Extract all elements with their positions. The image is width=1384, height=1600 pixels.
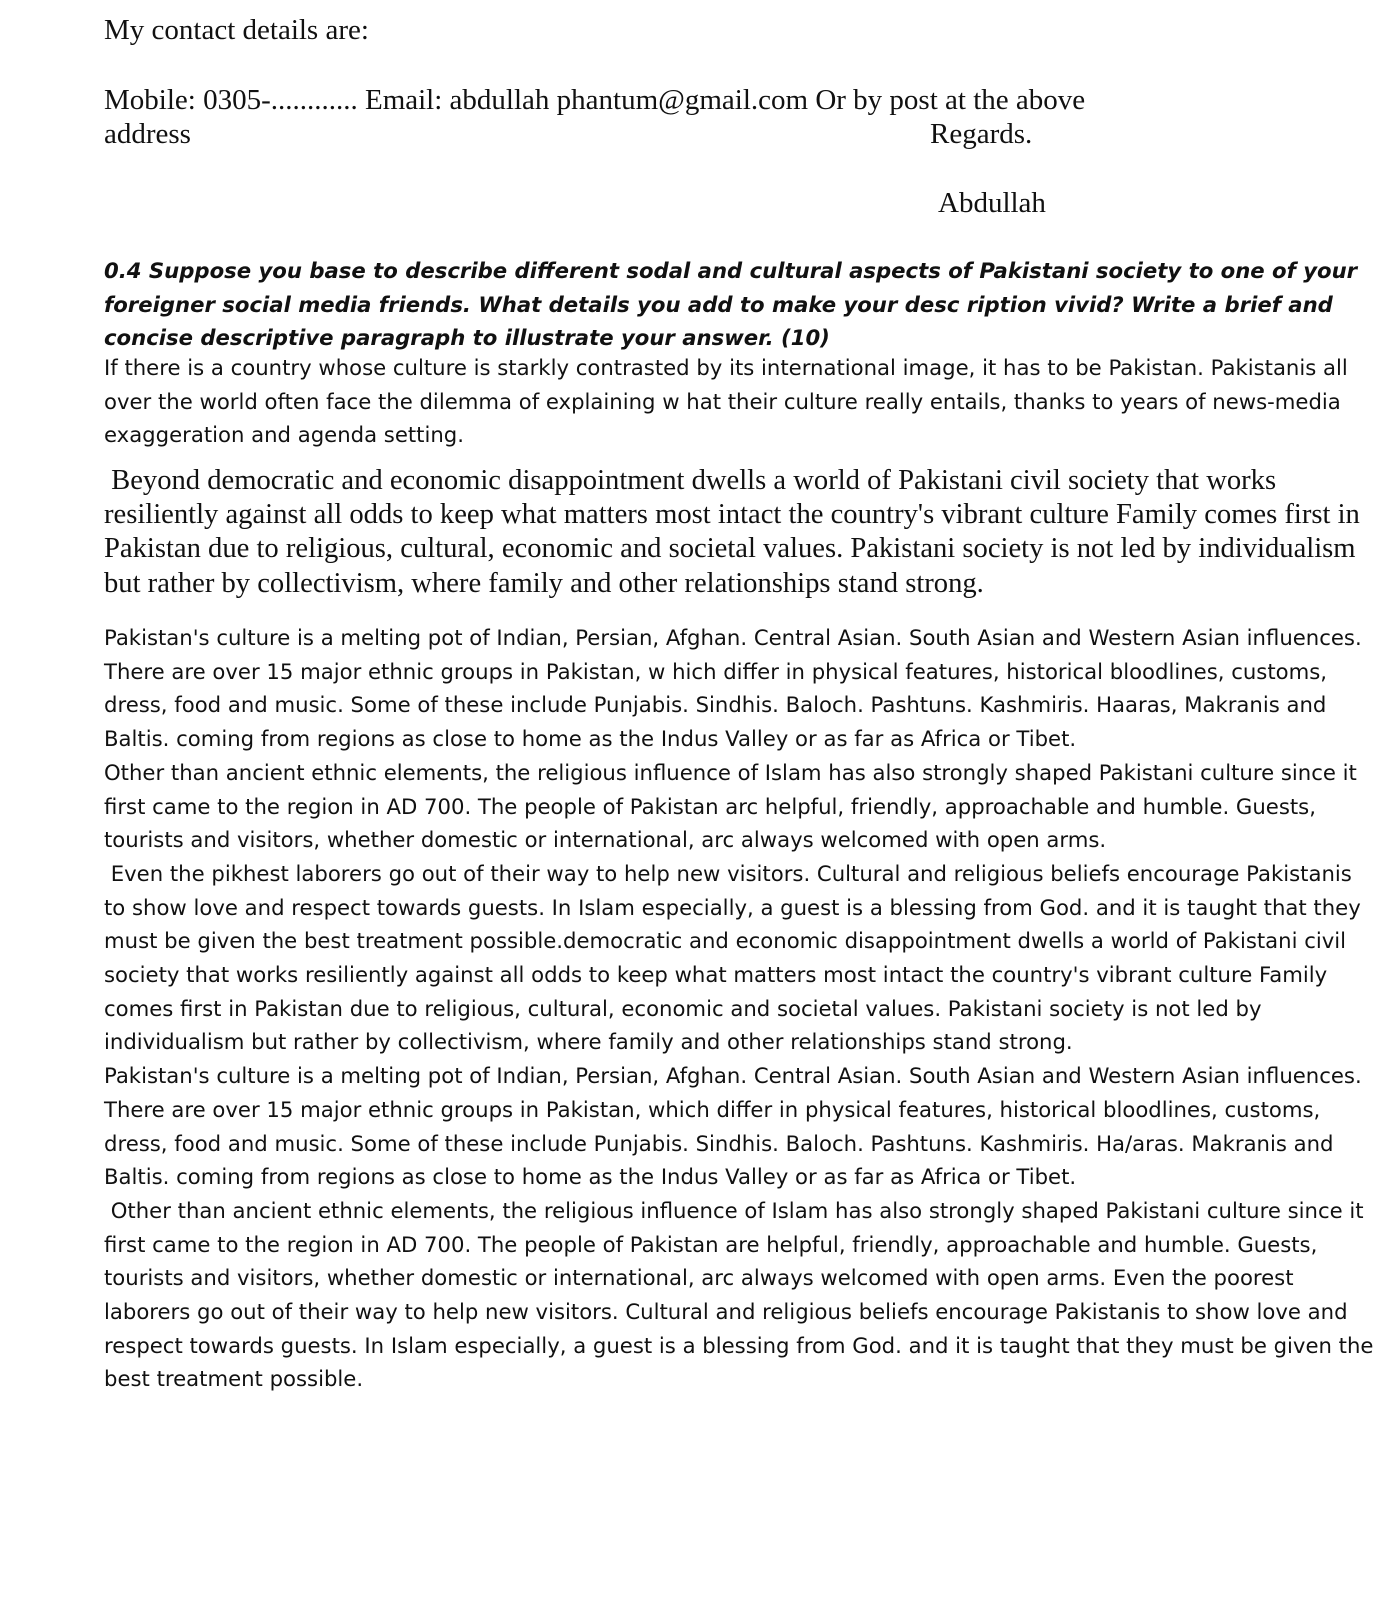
- answer-paragraph-4: There are over 15 major ethnic groups in Pakistan, w hich differ in physical features, historical bloodlines, customs, dress, food and music. Some of these include Punjabis. Sindhis. Baloch. Pashtuns. Kashmiris. Haaras, Makranis and Baltis. coming from regions as close to home as the Indus Valley or as far as Africa or Tibet.: [104, 658, 1328, 752]
- answer-paragraph-5: Other than ancient ethnic elements, the religious influence of Islam has also strongly shaped Pakistani culture since it first came to the region in AD 700. The people of Pakistan arc helpful, friendly, approachable and humble. Guests, tourists and visitors, whether domestic or international, arc always welcomed with open arms.: [104, 759, 1357, 853]
- answer-intro: [104, 351, 1374, 452]
- answer-serif-section: [104, 464, 1379, 601]
- contact-address-line: address: [104, 118, 191, 150]
- signature-name: Abdullah: [938, 187, 1046, 219]
- contact-heading: My contact details are:: [104, 14, 369, 46]
- contact-mobile-email-line: Mobile: 0305-............ Email: abdullah phantum@gmail.com Or by post at the above: [104, 84, 1086, 116]
- answer-paragraph-7: Pakistan's culture is a melting pot of Indian, Persian, Afghan. Central Asian. South Asian and Western Asian influences. There are over 15 major ethnic groups in Pakistan, which differ in physical features, historical bloodlines, customs, dress, food and music. Some of these include Punjabis. Sindhis. Baloch. Pashtuns. Kashmiris. Ha/aras. Makranis and Baltis. coming from regions as close to home as the Indus Valley or as far as Africa or Tibet.: [104, 1063, 1362, 1190]
- answer-paragraph-8: Other than ancient ethnic elements, the religious influence of Islam has also strongly shaped Pakistani culture since it first came to the region in AD 700. The people of Pakistan are helpful, friendly, approachable and humble. Guests, tourists and visitors, whether domestic or international, arc always welcomed with open arms. Even the poorest laborers go out of their way to help new visitors. Cultural and religious beliefs encourage Pakistanis to show love and respect towards guests. In Islam especially, a guest is a blessing from God. and it is taught that they must be given the best treatment possible.: [104, 1197, 1381, 1392]
- answer-paragraph-2: Beyond democratic and economic disappointment dwells a world of Pakistani civil society that works resiliently against all odds to keep what matters most intact the country's vibrant culture Family comes first in Pakistan due to religious, cultural, economic and societal values. Pakistani society is not led by individualism but rather by collectivism, where family and other relationships stand strong.: [104, 465, 1368, 599]
- regards-closing: Regards.: [930, 118, 1033, 150]
- answer-paragraph-3: Pakistan's culture is a melting pot of Indian, Persian, Afghan. Central Asian. South Asian and Western Asian influences.: [104, 625, 1362, 650]
- answer-paragraph-1: If there is a country whose culture is starkly contrasted by its international image, it has to be Pakistan. Pakistanis all over the world often face the dilemma of explaining w hat their culture really entails, thanks to years of news-media exaggeration and agenda setting.: [104, 355, 1348, 448]
- answer-paragraph-6: Even the pikhest laborers go out of their way to help new visitors. Cultural and religious beliefs encourage Pakistanis to show love and respect towards guests. In Islam especially, a guest is a blessing from God. and it is taught that they must be given the best treatment possible.democratic and economic disappointment dwells a world of Pakistani civil society that works resiliently against all odds to keep what matters most intact the country's vibrant culture Family comes first in Pakistan due to religious, cultural, economic and societal values. Pakistani society is not led by individualism but rather by collectivism, where family and other relationships stand strong.: [104, 860, 1368, 1055]
- question-prompt: 0.4 Suppose you base to describe different sodal and cultural aspects of Pakistani society to one of your foreigner social media friends. What details you add to make your desc ription vivid? Write a brief and concise descriptive paragraph to illustrate your answer. (10): [104, 258, 1358, 351]
- answer-body: [104, 621, 1381, 1396]
